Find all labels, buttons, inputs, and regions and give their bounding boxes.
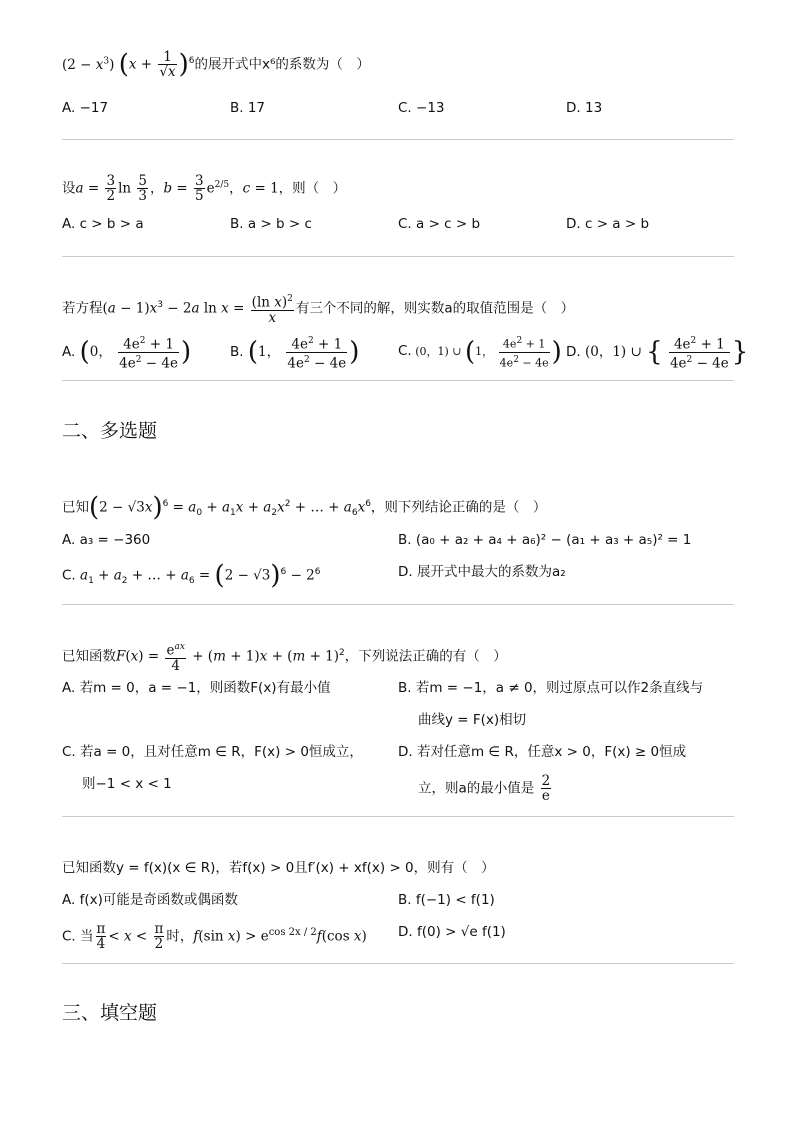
option-a: A. f(x)可能是奇函数或偶函数 bbox=[62, 892, 238, 908]
divider bbox=[62, 380, 734, 381]
question-5-stem: 已知函数F(x) = $\frac{e^{ax}}{4}$ + $(m + 1)x + (m + 1)^2$，下列说法正确的有（ ） bbox=[62, 642, 507, 674]
divider bbox=[62, 816, 734, 817]
option-b: B. f(−1) < f(1) bbox=[398, 892, 495, 908]
option-b: B. 17 bbox=[230, 100, 266, 116]
option-d: D. 展开式中最大的系数为a₂ bbox=[398, 564, 566, 580]
option-a: A. a₃ = −360 bbox=[62, 532, 151, 548]
question-3-stem-tail: 有三个不同的解，则实数a的取值范围是（ ） bbox=[295, 300, 575, 317]
question-6-stem: 已知函数y = f(x)(x ∈ R)，若f(x) > 0且f′(x) + xf(x) > 0，则有（ ） bbox=[62, 860, 495, 876]
option-c: C. −13 bbox=[398, 100, 445, 116]
question-2-stem-tail: ，则（ ） bbox=[278, 180, 347, 197]
section-heading-multiple-choice: 二、多选题 bbox=[62, 420, 158, 442]
option-c-line-1: C. 若a = 0，且对任意m ∈ R，F(x) > 0恒成立， bbox=[62, 744, 363, 760]
option-c: C. (0，1) ∪ (1， $\frac{4e^2 + 1}{4e^2 - 4e}$ ) bbox=[398, 336, 562, 370]
question-1-stem: $(2 - x^3)$ (x + $\frac{1}{√x}$ )$^6$的展开式中x⁶的系数为（ ） bbox=[62, 49, 370, 80]
option-d-line-1: D. 若对任意m ∈ R，任意x > 0，F(x) ≥ 0恒成 bbox=[398, 744, 687, 760]
option-c: C. 当 $\frac{\pi}{4}$ < x < $\frac{\pi}{2}$ 时，f(sin $x) > e^{cos 2x / 2}f(\cos$ x) bbox=[62, 921, 367, 952]
option-b: B. (a₀ + a₂ + a₄ + a₆)² − (a₁ + a₃ + a₅)² = 1 bbox=[398, 532, 692, 548]
divider bbox=[62, 256, 734, 257]
option-c: C. a > c > b bbox=[398, 216, 481, 232]
option-d: D. 13 bbox=[566, 100, 603, 116]
divider bbox=[62, 963, 734, 964]
option-a: A. −17 bbox=[62, 100, 109, 116]
question-5-stem-tail: ，下列说法正确的有（ ） bbox=[344, 648, 507, 665]
option-b-line-2: 曲线y = F(x)相切 bbox=[418, 712, 527, 728]
divider bbox=[62, 604, 734, 605]
option-b: B. (1， $\frac{4e^2 + 1}{4e^2 - 4e}$ ) bbox=[230, 336, 360, 371]
question-4-stem-tail: ，则下列结论正确的是（ ） bbox=[370, 499, 547, 516]
option-d: D. c > a > b bbox=[566, 216, 650, 232]
question-4-stem: 已知$(2 - √3x)^6 = a_0 + a_1x + a_2x^2$ + … + $a_6x^6$，则下列结论正确的是（ ） bbox=[62, 492, 547, 523]
option-c-line-2: 则−1 < x < 1 bbox=[82, 776, 172, 792]
question-1-stem-tail: 的展开式中x⁶的系数为（ ） bbox=[194, 56, 370, 73]
divider bbox=[62, 139, 734, 140]
option-a: A. 若m = 0，a = −1，则函数F(x)有最小值 bbox=[62, 680, 331, 696]
question-2-stem: 设a = $\frac{3}{2}$ ln $\frac{5}{3}$ ，b = $\frac{3}{5}$ $e^{2/5}$，c = 1，则（ ） bbox=[62, 173, 347, 204]
option-a: A. (0， $\frac{4e^2 + 1}{4e^2 - 4e}$ ) bbox=[62, 336, 192, 371]
option-c: C. $a_1 + a_2$ + … + $a_6 = (2 - √3)^6 - 2^6$ bbox=[62, 560, 321, 591]
option-d: D. f(0) > √e f(1) bbox=[398, 924, 506, 940]
option-b-line-1: B. 若m = −1，a ≠ 0，则过原点可以作2条直线与 bbox=[398, 680, 704, 696]
option-d: D. (0，1) ∪ { $\frac{4e^2 + 1}{4e^2 - 4e}$ } bbox=[566, 336, 749, 371]
question-3-stem: 若方程$(a - 1)x^3 - 2a$ ln x = $\frac{(\ln x)^2}{x}$ 有三个不同的解，则实数a的取值范围是（ ） bbox=[62, 294, 575, 326]
option-d-line-2: 立，则a的最小值是 $\frac{2}{e}$ bbox=[418, 773, 551, 804]
option-b: B. a > b > c bbox=[230, 216, 312, 232]
section-heading-fill-in: 三、填空题 bbox=[62, 1002, 158, 1024]
option-a: A. c > b > a bbox=[62, 216, 144, 232]
